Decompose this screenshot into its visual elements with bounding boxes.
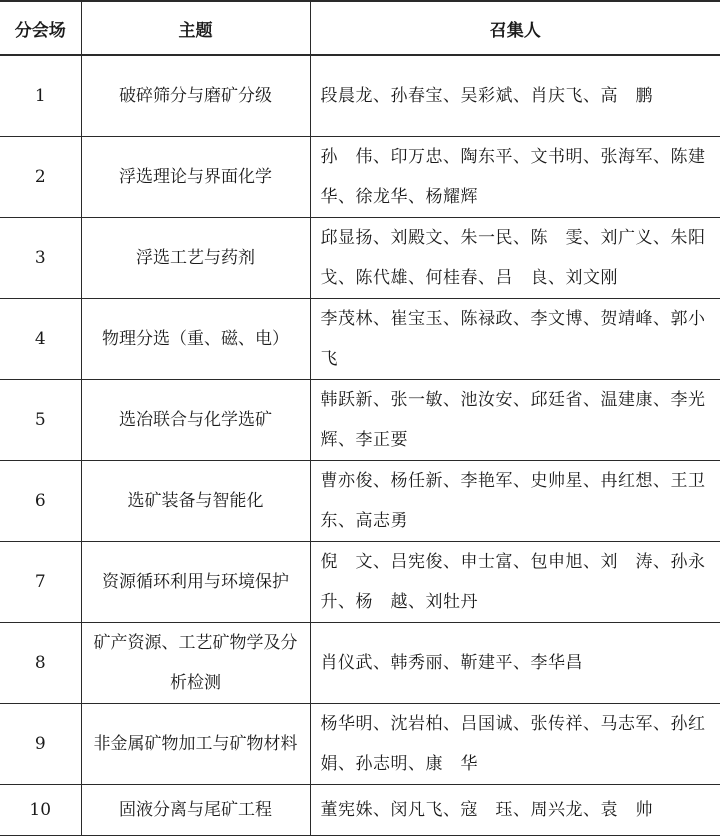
header-row [0,1,720,55]
venue-number: 1 [0,55,81,137]
venue-number: 8 [0,623,81,704]
venue-number: 10 [0,785,81,836]
conveners-cell: 杨华明、沈岩柏、吕国诚、张传祥、马志军、孙红娟、孙志明、康 华 [310,704,720,785]
topic-cell: 物理分选（重、磁、电） [81,299,310,380]
venue-number: 9 [0,704,81,785]
conveners-cell: 董宪姝、闵凡飞、寇 珏、周兴龙、袁 帅 [310,785,720,836]
conveners-cell: 段晨龙、孙春宝、吴彩斌、肖庆飞、高 鹏 [310,55,720,137]
table-row [0,55,720,137]
topic-cell: 浮选工艺与药剂 [81,218,310,299]
conveners-cell: 韩跃新、张一敏、池汝安、邱廷省、温建康、李光辉、李正要 [310,380,720,461]
table-row [0,461,720,542]
table-row [0,704,720,785]
topic-cell: 资源循环利用与环境保护 [81,542,310,623]
topic-cell: 固液分离与尾矿工程 [81,785,310,836]
topic-cell: 矿产资源、工艺矿物学及分析检测 [81,623,310,704]
conveners-cell: 曹亦俊、杨任新、李艳军、史帅星、冉红想、王卫东、高志勇 [310,461,720,542]
venue-number: 2 [0,137,81,218]
topic-cell: 浮选理论与界面化学 [81,137,310,218]
table-row [0,542,720,623]
venue-number: 6 [0,461,81,542]
conveners-cell: 肖仪武、韩秀丽、靳建平、李华昌 [310,623,720,704]
header-conveners: 召集人 [310,1,720,55]
venue-number: 5 [0,380,81,461]
table-row [0,380,720,461]
header-venue: 分会场 [0,1,81,55]
topic-cell: 破碎筛分与磨矿分级 [81,55,310,137]
conveners-cell: 李茂林、崔宝玉、陈禄政、李文博、贺靖峰、郭小飞 [310,299,720,380]
table-row [0,218,720,299]
table-row [0,623,720,704]
venue-number: 3 [0,218,81,299]
header-topic: 主题 [81,1,310,55]
topic-cell: 非金属矿物加工与矿物材料 [81,704,310,785]
topic-cell: 选矿装备与智能化 [81,461,310,542]
table-row [0,299,720,380]
venue-number: 7 [0,542,81,623]
venue-number: 4 [0,299,81,380]
topic-cell: 选冶联合与化学选矿 [81,380,310,461]
conveners-cell: 孙 伟、印万忠、陶东平、文书明、张海军、陈建华、徐龙华、杨耀辉 [310,137,720,218]
conveners-cell: 倪 文、吕宪俊、申士富、包申旭、刘 涛、孙永升、杨 越、刘牡丹 [310,542,720,623]
conveners-cell: 邱显扬、刘殿文、朱一民、陈 雯、刘广义、朱阳戈、陈代雄、何桂春、吕 良、刘文刚 [310,218,720,299]
table-row [0,785,720,836]
table-row [0,137,720,218]
